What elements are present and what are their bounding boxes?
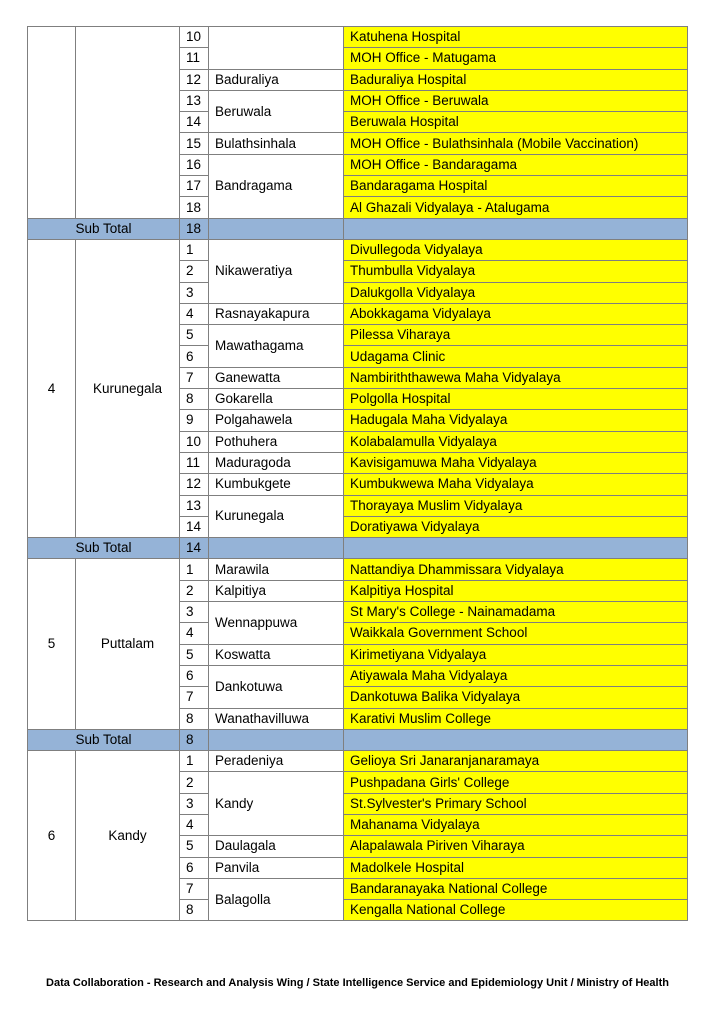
vaccination-center: Dalukgolla Vidyalaya bbox=[344, 282, 688, 303]
vaccination-center: Hadugala Maha Vidyalaya bbox=[344, 410, 688, 431]
vaccination-center: St.Sylvester's Primary School bbox=[344, 793, 688, 814]
table-row bbox=[28, 751, 688, 772]
row-number: 12 bbox=[180, 69, 209, 90]
district-name: Kurunegala bbox=[76, 239, 180, 537]
moh-area: Koswatta bbox=[209, 644, 344, 665]
subtotal-label: Sub Total bbox=[28, 729, 180, 750]
subtotal-empty bbox=[209, 538, 344, 559]
vaccination-center: Beruwala Hospital bbox=[344, 112, 688, 133]
row-number: 18 bbox=[180, 197, 209, 218]
moh-area: Mawathagama bbox=[209, 325, 344, 368]
moh-area: Peradeniya bbox=[209, 751, 344, 772]
vaccination-center: MOH Office - Beruwala bbox=[344, 90, 688, 111]
district-number: 4 bbox=[28, 239, 76, 537]
row-number: 10 bbox=[180, 27, 209, 48]
row-number: 6 bbox=[180, 665, 209, 686]
vaccination-center: MOH Office - Bandaragama bbox=[344, 154, 688, 175]
table-row bbox=[28, 559, 688, 580]
moh-area: Baduraliya bbox=[209, 69, 344, 90]
moh-area: Balagolla bbox=[209, 878, 344, 921]
vaccination-center: Kengalla National College bbox=[344, 900, 688, 921]
row-number: 10 bbox=[180, 431, 209, 452]
district-name: Kandy bbox=[76, 751, 180, 921]
moh-area: Bandragama bbox=[209, 154, 344, 218]
vaccination-center: Bandaranayaka National College bbox=[344, 878, 688, 899]
row-number: 6 bbox=[180, 857, 209, 878]
row-number: 5 bbox=[180, 325, 209, 346]
vaccination-center: Bandaragama Hospital bbox=[344, 176, 688, 197]
district-name-cell bbox=[76, 27, 180, 219]
vaccination-center: Thumbulla Vidyalaya bbox=[344, 261, 688, 282]
vaccination-center: Karativi Muslim College bbox=[344, 708, 688, 729]
row-number: 2 bbox=[180, 772, 209, 793]
vaccination-center: Kolabalamulla Vidyalaya bbox=[344, 431, 688, 452]
subtotal-empty bbox=[344, 538, 688, 559]
moh-area bbox=[209, 27, 344, 70]
row-number: 1 bbox=[180, 559, 209, 580]
subtotal-value: 8 bbox=[180, 729, 209, 750]
footer-credit: Data Collaboration - Research and Analysis Wing / State Intelligence Service and Epidemiology Unit / Ministry of Health bbox=[46, 977, 669, 989]
row-number: 1 bbox=[180, 239, 209, 260]
moh-area: Panvila bbox=[209, 857, 344, 878]
subtotal-row bbox=[28, 538, 688, 559]
vaccination-center: St Mary's College - Nainamadama bbox=[344, 602, 688, 623]
subtotal-value: 18 bbox=[180, 218, 209, 239]
row-number: 16 bbox=[180, 154, 209, 175]
row-number: 13 bbox=[180, 90, 209, 111]
row-number: 5 bbox=[180, 644, 209, 665]
row-number: 9 bbox=[180, 410, 209, 431]
vaccination-center: Nattandiya Dhammissara Vidyalaya bbox=[344, 559, 688, 580]
vaccination-center: Alapalawala Piriven Viharaya bbox=[344, 836, 688, 857]
row-number: 11 bbox=[180, 452, 209, 473]
row-number: 7 bbox=[180, 878, 209, 899]
row-number: 7 bbox=[180, 367, 209, 388]
row-number: 8 bbox=[180, 900, 209, 921]
vaccination-center: Baduraliya Hospital bbox=[344, 69, 688, 90]
moh-area: Gokarella bbox=[209, 389, 344, 410]
vaccination-center: Kirimetiyana Vidyalaya bbox=[344, 644, 688, 665]
row-number: 4 bbox=[180, 814, 209, 835]
vaccination-center: Atiyawala Maha Vidyalaya bbox=[344, 665, 688, 686]
row-number: 12 bbox=[180, 474, 209, 495]
vaccination-centers-table bbox=[27, 26, 688, 921]
vaccination-center: Waikkala Government School bbox=[344, 623, 688, 644]
row-number: 4 bbox=[180, 623, 209, 644]
vaccination-center: Polgolla Hospital bbox=[344, 389, 688, 410]
row-number: 2 bbox=[180, 580, 209, 601]
vaccination-center: Doratiyawa Vidyalaya bbox=[344, 516, 688, 537]
row-number: 17 bbox=[180, 176, 209, 197]
vaccination-center: Mahanama Vidyalaya bbox=[344, 814, 688, 835]
vaccination-center: MOH Office - Bulathsinhala (Mobile Vaccination) bbox=[344, 133, 688, 154]
vaccination-center: Katuhena Hospital bbox=[344, 27, 688, 48]
vaccination-center: Nambiriththawewa Maha Vidyalaya bbox=[344, 367, 688, 388]
subtotal-row bbox=[28, 218, 688, 239]
row-number: 3 bbox=[180, 793, 209, 814]
row-number: 1 bbox=[180, 751, 209, 772]
moh-area: Kalpitiya bbox=[209, 580, 344, 601]
row-number: 4 bbox=[180, 303, 209, 324]
moh-area: Ganewatta bbox=[209, 367, 344, 388]
moh-area: Daulagala bbox=[209, 836, 344, 857]
vaccination-center: Divullegoda Vidyalaya bbox=[344, 239, 688, 260]
subtotal-label: Sub Total bbox=[28, 538, 180, 559]
moh-area: Nikaweratiya bbox=[209, 239, 344, 303]
moh-area: Bulathsinhala bbox=[209, 133, 344, 154]
vaccination-center: Kavisigamuwa Maha Vidyalaya bbox=[344, 452, 688, 473]
moh-area: Kandy bbox=[209, 772, 344, 836]
row-number: 15 bbox=[180, 133, 209, 154]
vaccination-center: Al Ghazali Vidyalaya - Atalugama bbox=[344, 197, 688, 218]
moh-area: Pothuhera bbox=[209, 431, 344, 452]
moh-area: Rasnayakapura bbox=[209, 303, 344, 324]
vaccination-center: Udagama Clinic bbox=[344, 346, 688, 367]
vaccination-center: Kalpitiya Hospital bbox=[344, 580, 688, 601]
vaccination-center: Dankotuwa Balika Vidyalaya bbox=[344, 687, 688, 708]
moh-area: Beruwala bbox=[209, 90, 344, 133]
row-number: 14 bbox=[180, 112, 209, 133]
vaccination-center: Pilessa Viharaya bbox=[344, 325, 688, 346]
moh-area: Kurunegala bbox=[209, 495, 344, 538]
row-number: 14 bbox=[180, 516, 209, 537]
vaccination-center: MOH Office - Matugama bbox=[344, 48, 688, 69]
moh-area: Wanathavilluwa bbox=[209, 708, 344, 729]
district-number-cell bbox=[28, 27, 76, 219]
row-number: 6 bbox=[180, 346, 209, 367]
row-number: 13 bbox=[180, 495, 209, 516]
moh-area: Maduragoda bbox=[209, 452, 344, 473]
subtotal-empty bbox=[209, 218, 344, 239]
table-row bbox=[28, 27, 688, 48]
moh-area: Wennappuwa bbox=[209, 602, 344, 645]
moh-area: Marawila bbox=[209, 559, 344, 580]
row-number: 2 bbox=[180, 261, 209, 282]
row-number: 7 bbox=[180, 687, 209, 708]
row-number: 3 bbox=[180, 282, 209, 303]
row-number: 8 bbox=[180, 389, 209, 410]
vaccination-center: Pushpadana Girls' College bbox=[344, 772, 688, 793]
district-number: 6 bbox=[28, 751, 76, 921]
subtotal-empty bbox=[344, 218, 688, 239]
row-number: 3 bbox=[180, 602, 209, 623]
row-number: 5 bbox=[180, 836, 209, 857]
vaccination-center: Madolkele Hospital bbox=[344, 857, 688, 878]
moh-area: Dankotuwa bbox=[209, 665, 344, 708]
vaccination-center: Thorayaya Muslim Vidyalaya bbox=[344, 495, 688, 516]
subtotal-value: 14 bbox=[180, 538, 209, 559]
moh-area: Polgahawela bbox=[209, 410, 344, 431]
subtotal-empty bbox=[209, 729, 344, 750]
table-row bbox=[28, 239, 688, 260]
vaccination-center: Gelioya Sri Janaranjanaramaya bbox=[344, 751, 688, 772]
subtotal-empty bbox=[344, 729, 688, 750]
subtotal-row bbox=[28, 729, 688, 750]
vaccination-center: Abokkagama Vidyalaya bbox=[344, 303, 688, 324]
row-number: 11 bbox=[180, 48, 209, 69]
district-number: 5 bbox=[28, 559, 76, 729]
vaccination-center: Kumbukwewa Maha Vidyalaya bbox=[344, 474, 688, 495]
subtotal-label: Sub Total bbox=[28, 218, 180, 239]
moh-area: Kumbukgete bbox=[209, 474, 344, 495]
row-number: 8 bbox=[180, 708, 209, 729]
district-name: Puttalam bbox=[76, 559, 180, 729]
